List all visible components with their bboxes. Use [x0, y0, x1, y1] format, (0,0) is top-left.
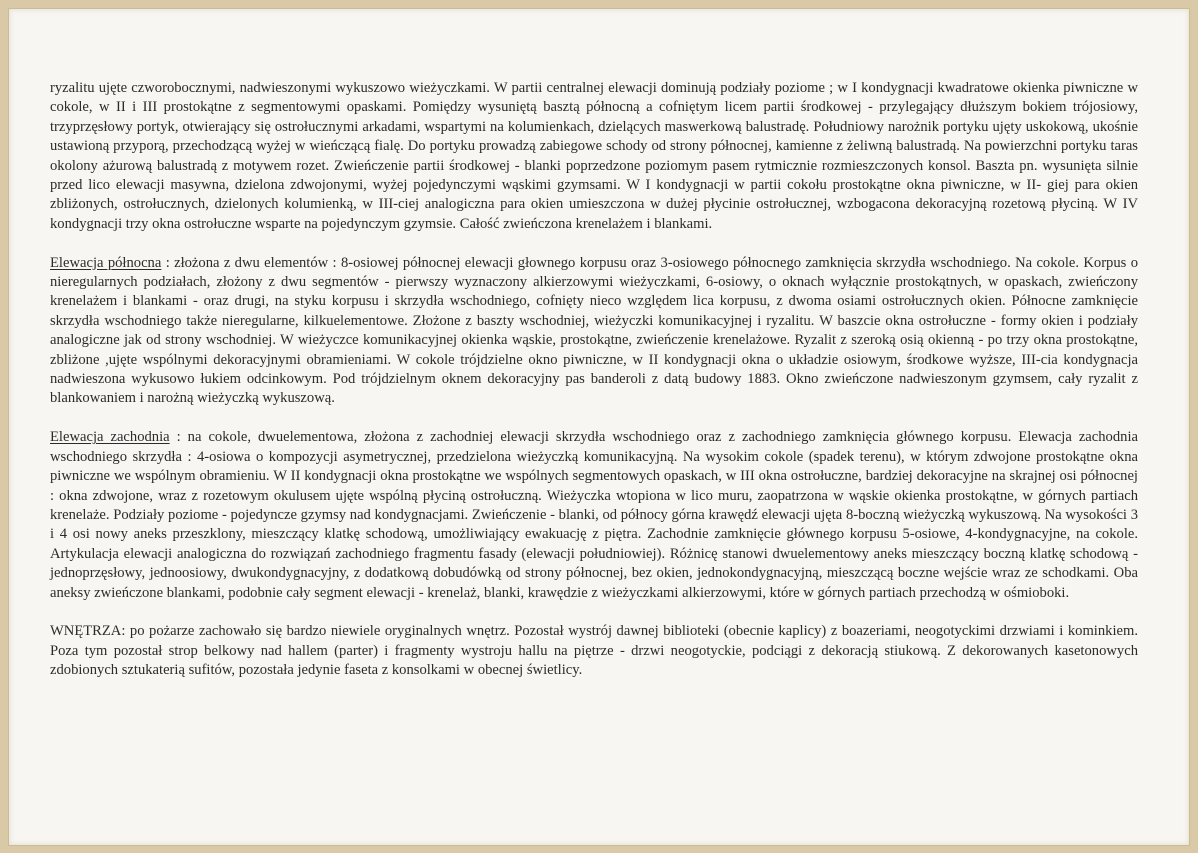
document-text [50, 79, 1138, 700]
section-heading: Elewacja zachodnia [50, 429, 170, 446]
paragraph-text: : na cokole, dwuelementowa, złożona z zachodniej elewacji skrzydła wschodniego oraz z zachodniego zamknięcia głównego korpusu. Elewacja zachodnia wschodniego skrzydła : 4-osiowa o kompozycji asymetrycznej, przedzielona wieżyczką komunikacyjną. Na wysokim cokole (spadek terenu), w którym zdwojone prostokątne okna piwniczne we wspólnym obramieniu. W II kondygnacji okna prostokątne we wspólnych segmentowych opaskach, w III okna ostrołuczne, bardziej dekoracyjne na skrajnej osi północnej : okna zdwojone, wraz z rozetowym okulusem ujęte wspólną płyciną ostrołuczną. Wieżyczka wtopiona w lico muru, zaopatrzona w wąskie okienka prostokątne, w górnych partiach krenelaże. Podziały poziome - pojedyncze gzymsy nad kondygnacjami. Zwieńczenie - blanki, od północy górna krawędź elewacji ujęta 8-boczną wieżyczką wykuszową. Na wysokości 3 i 4 osi nowy aneks przeszklony, mieszczący klatkę schodową, umożliwiający ewakuację z piętra. Zachodnie zamknięcie głównego korpusu 5-osiowe, 4-kondygnacyjne, na cokole. Artykulacja elewacji analogiczna do rozwiązań zachodniego fragmentu fasady (elewacji południowiej). Różnicę stanowi dwuelementowy aneks mieszczący boczną klatkę schodową - jednoprzęsłowy, jednoosiowy, dwukondygnacyjny, z dodatkową dobudówką od strony północnej, bez okien, jednokondygnacyjną, mieszczącą boczne wejście wraz ze schodkami. Oba aneksy zwieńczone blankami, podobnie cały segment elewacji - krenelaż, blanki, krawędzie z wieżyczkami alkierzowymi, które w górnych partiach przechodzą w ośmioboki. [50, 429, 1138, 601]
section-heading: Elewacja północna [50, 254, 162, 271]
paragraph-text: WNĘTRZA: po pożarze zachowało się bardzo niewiele oryginalnych wnętrz. Pozostał wystrój dawnej biblioteki (obecnie kaplicy) z boazeriami, neogotyckimi drzwiami i kominkiem. Poza tym pozostał strop belkowy nad hallem (parter) i fragmenty wystroju hallu na piętrze - drzwi neogotyckie, podciągi z dekoracją stiukową. Z dekorowanych kasetonowych zdobionych sztukaterią sufitów, pozostała jedynie faseta z konsolkami w obecnej świetlicy. [50, 623, 1138, 679]
paragraph-wnetrza [50, 622, 1138, 680]
document-card [8, 8, 1190, 846]
paragraph-text: ryzalitu ujęte czworobocznymi, nadwieszonymi wykuszowo wieżyczkami. W partii centralnej elewacji dominują podziały poziome ; w I kondygnacji kwadratowe okienka piwniczne w cokole, w II i III prostokątne z segmentowymi opaskami. Pomiędzy wysuniętą basztą północną a cofniętym licem partii środkowej - przylegający dłuższym bokiem trójosiowy, trzyprzęsłowy portyk, otwierający się ostrołucznymi arkadami, wspartymi na kolumienkach, dzielących maswerkową balustradę. Południowy narożnik portyku ujęty uskokową, ukośnie ustawioną przyporą, przechodzącą wyżej w wieńczącą fialę. Do portyku prowadzą zabiegowe schody od strony północnej, kamienne z żeliwną balustradą. Na powierzchni portyku taras okolony ażurową balustradą z motywem rozet. Zwieńczenie partii środkowej - blanki poprzedzone poziomym pasem rytmicznie rozmieszczonych konsol. Baszta pn. wysunięta silnie przed lico elewacji masywna, dzielona zdwojonymi, wyżej pojedynczymi wąskimi gzymsami. W I kondygnacji w partii cokołu prostokątne okna piwniczne, w II- giej para okien zbliżonych, ostrołucznych, dzielonych kolumienką, w III-ciej analogiczna para okien umieszczona w dużej płycinie ostrołucznej, wzbogacona dekoracyjną rozetową płyciną. W IV kondygnacji trzy okna ostrołuczne wsparte na pojedynczym gzymsie. Całość zwieńczona krenelażem i blankami. [50, 80, 1138, 232]
paragraph-ryzalit [50, 79, 1138, 234]
paragraph-elewacja-polnocna [50, 254, 1138, 409]
paragraph-text: : złożona z dwu elementów : 8-osiowej północnej elewacji głownego korpusu oraz 3-osiowego północnego zamknięcia skrzydła wschodniego. Na cokole. Korpus o nieregularnych podziałach, złożony z dwu segmentów - pierwszy wyznaczony alkierzowymi wieżyczkami, 6-osiowy, o oknach wyłącznie prostokątnych, w opaskach, zwieńczony krenelażem i blankami - oraz drugi, na styku korpusu i skrzydła wschodniego, cofnięty nieco względem lica korpusu, z dwoma osiami ostrołucznych okien. Północne zamknięcie skrzydła wschodniego także nieregularne, kilkuelementowe. Złożone z baszty wschodniej, wieżyczki komunikacyjnej i ryzalitu. W baszcie okna ostrołuczne - formy okien i podziały analogiczne jak od strony wschodniej. W wieżyczce komunikacyjnej okienka wąskie, prostokątne, zwieńczenie krenelażowe. Ryzalit z szeroką osią okienną - po trzy okna prostokątne, zbliżone ,ujęte wspólnymi dekoracyjnymi obramieniami. W cokole trójdzielne okno piwniczne, w II kondygnacji okna o układzie osiowym, środkowe wyższe, III-cia kondygnacja nadwieszona wykusowo łukiem odcinkowym. Pod trójdzielnym oknem dekoracyjny pas banderoli z datą budowy 1883. Okno zwieńczone nadwieszonym gzymsem, cały ryzalit z blankowaniem i narożną wieżyczką wykuszową. [50, 254, 1138, 407]
paragraph-elewacja-zachodnia [50, 428, 1138, 603]
